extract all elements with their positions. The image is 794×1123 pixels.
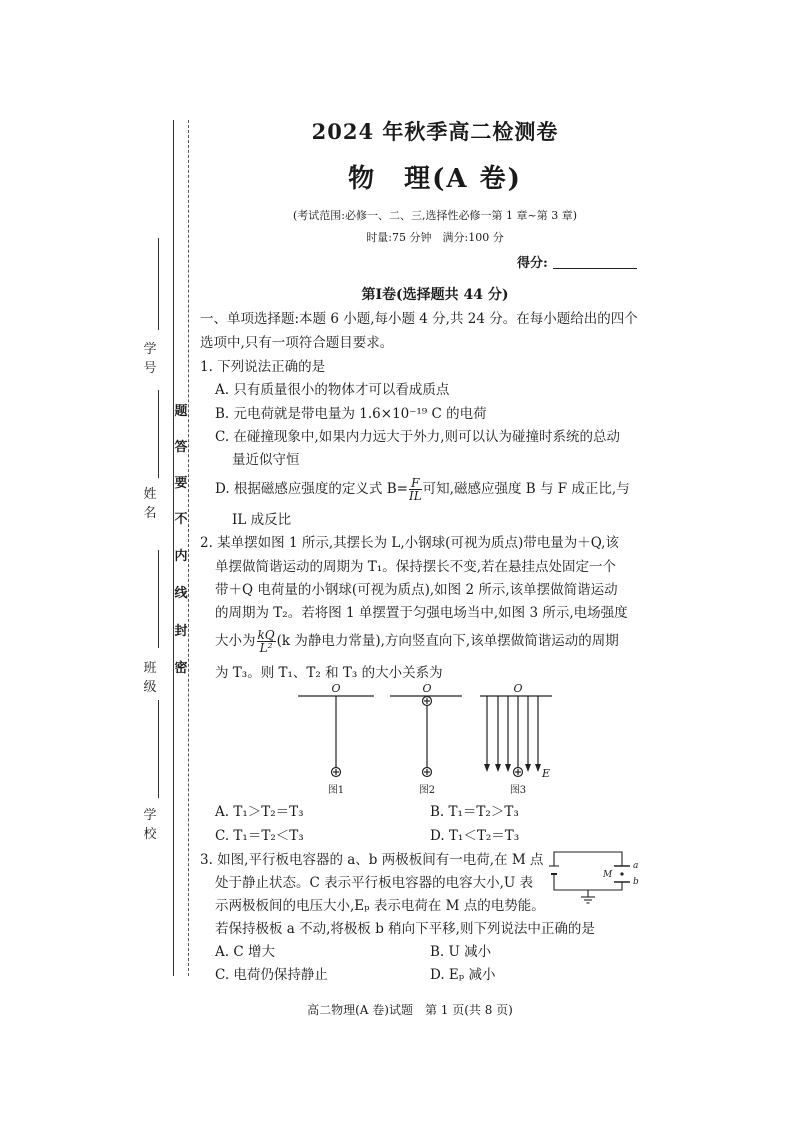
- q2-stem-text: (k 为静电力常量),方向竖直向下,该单摆做简谐运动的周期: [276, 633, 619, 649]
- q1-option-c[interactable]: C. 在碰撞现象中,如果内力远大于外力,则可以认为碰撞时系统的总动: [215, 429, 621, 445]
- q2-option-c[interactable]: C. T₁＝T₂＜T₃: [215, 828, 304, 844]
- field-arrowhead: [484, 764, 490, 772]
- seal-word: 密: [174, 661, 188, 676]
- exam-title: 2024 年秋季高二检测卷: [311, 119, 559, 144]
- fig1-caption: 图1: [327, 785, 345, 796]
- exam-scope: (考试范围:必修一、二、三,选择性必修一第 1 章~第 3 章): [293, 209, 577, 222]
- field-arrowhead: [505, 764, 511, 772]
- q2-stem-text: 大小为: [215, 633, 256, 649]
- field-student-id-label: 学 号: [143, 342, 157, 376]
- fraction-numerator: kQ: [257, 628, 275, 642]
- q1-option-d-text: 可知,磁感应强度 B 与 F 成正比,与: [422, 481, 630, 497]
- fig1-pivot-label: O: [331, 682, 341, 695]
- seal-word: 题: [174, 404, 188, 419]
- q1-option-d[interactable]: [215, 477, 630, 502]
- fraction-numerator: F: [409, 477, 422, 490]
- q2-stem: 为 T₃。则 T₁、T₂ 和 T₃ 的大小关系为: [215, 665, 443, 681]
- field-arrowhead: [535, 764, 541, 772]
- seal-word: 答: [174, 440, 188, 455]
- field-class-blank[interactable]: [158, 550, 159, 648]
- section-instruction: 选项中,只有一项符合题目要求。: [200, 335, 394, 351]
- field-arrowhead: [495, 764, 501, 772]
- q2-option-d[interactable]: D. T₁＜T₂＝T₃: [430, 828, 520, 844]
- q2-stem: 的周期为 T₂。若将图 1 单摆置于匀强电场当中,如图 3 所示,电场强度: [215, 605, 628, 621]
- field-school-blank[interactable]: [158, 700, 159, 798]
- point-m-label: M: [603, 870, 613, 880]
- q2-option-a[interactable]: A. T₁＞T₂＝T₃: [215, 804, 304, 820]
- subject-title: 物 理(A 卷): [348, 164, 522, 194]
- plate-a-label: a: [633, 861, 639, 871]
- q2-stem: 单摆做简谐运动的周期为 T₁。保持摆长不变,若在悬挂点处固定一个: [215, 559, 616, 575]
- q2-stem: [215, 629, 619, 654]
- field-school-label: 学 校: [143, 808, 157, 842]
- capacitor-circuit: [548, 846, 648, 906]
- q3-stem: 处于静止状态。C 表示平行板电容器的电容大小,U 表: [215, 875, 534, 891]
- field-arrowhead: [525, 764, 531, 772]
- q1-option-d-cont: IL 成反比: [232, 512, 292, 528]
- q3-option-a[interactable]: A. C 增大: [215, 944, 275, 960]
- field-name-label: 姓 名: [143, 487, 157, 521]
- q3-stem: 示两极板间的电压大小,Eₚ 表示电荷在 M 点的电势能。: [215, 898, 545, 914]
- fig3-caption: 图3: [509, 785, 527, 796]
- field-name-blank[interactable]: [158, 390, 159, 478]
- fig2-caption: 图2: [418, 785, 436, 796]
- seal-word: 线: [174, 586, 188, 601]
- q3-option-b[interactable]: B. U 减小: [430, 944, 492, 960]
- q1-stem: 1. 下列说法正确的是: [200, 359, 326, 375]
- q1-option-c-cont: 量近似守恒: [232, 452, 300, 468]
- score-label: 得分:: [517, 256, 548, 271]
- q2-option-b[interactable]: B. T₁＝T₂＞T₃: [430, 804, 519, 820]
- seal-word: 内: [174, 549, 188, 564]
- fraction-f-over-il: [409, 477, 422, 502]
- charge-dot: [620, 872, 623, 875]
- score-blank[interactable]: [553, 268, 637, 269]
- q1-option-a[interactable]: A. 只有质量很小的物体才可以看成质点: [215, 382, 450, 398]
- field-class-label: 班 级: [143, 661, 157, 695]
- seal-word: 不: [174, 512, 188, 527]
- fig2-pivot-label: O: [422, 682, 432, 695]
- seal-word: 要: [174, 476, 188, 491]
- q2-stem: 2. 某单摆如图 1 所示,其摆长为 L,小钢球(可视为质点)带电量为＋Q,该: [200, 535, 619, 551]
- fraction-denominator: L²: [259, 641, 273, 655]
- q3-option-c[interactable]: C. 电荷仍保持静止: [215, 967, 328, 983]
- pendulum-figures: [290, 682, 560, 798]
- q1-option-b[interactable]: B. 元电荷就是带电量为 1.6×10⁻¹⁹ C 的电荷: [215, 406, 487, 422]
- section-instruction: 一、单项选择题:本题 6 小题,每小题 4 分,共 24 分。在每小题给出的四个: [200, 311, 638, 327]
- q3-stem: 若保持极板 a 不动,将极板 b 稍向下平移,则下列说法中正确的是: [215, 921, 595, 937]
- plate-b-label: b: [633, 877, 639, 887]
- fraction-denominator: IL: [408, 489, 422, 503]
- fraction-kq-over-l2: [257, 629, 276, 654]
- q3-stem: 3. 如图,平行板电容器的 a、b 两极板间有一电荷,在 M 点: [200, 852, 544, 868]
- fig3-pivot-label: O: [513, 682, 523, 695]
- field-student-id-blank[interactable]: [158, 238, 159, 330]
- part-title: 第Ⅰ卷(选择题共 44 分): [361, 287, 509, 303]
- q3-option-d[interactable]: D. Eₚ 减小: [430, 967, 496, 983]
- field-label: E: [542, 767, 551, 780]
- q2-stem: 带＋Q 电荷量的小钢球(可视为质点),如图 2 所示,该单摆做简谐运动: [215, 582, 618, 598]
- seal-word: 封: [174, 624, 188, 639]
- page-footer: 高二物理(A 卷)试题 第 1 页(共 8 页): [307, 1003, 513, 1017]
- q1-option-d-text: D. 根据磁感应强度的定义式 B=: [215, 481, 408, 497]
- circuit-wire-top: [554, 852, 622, 866]
- exam-time: 时量:75 分钟 满分:100 分: [366, 231, 504, 244]
